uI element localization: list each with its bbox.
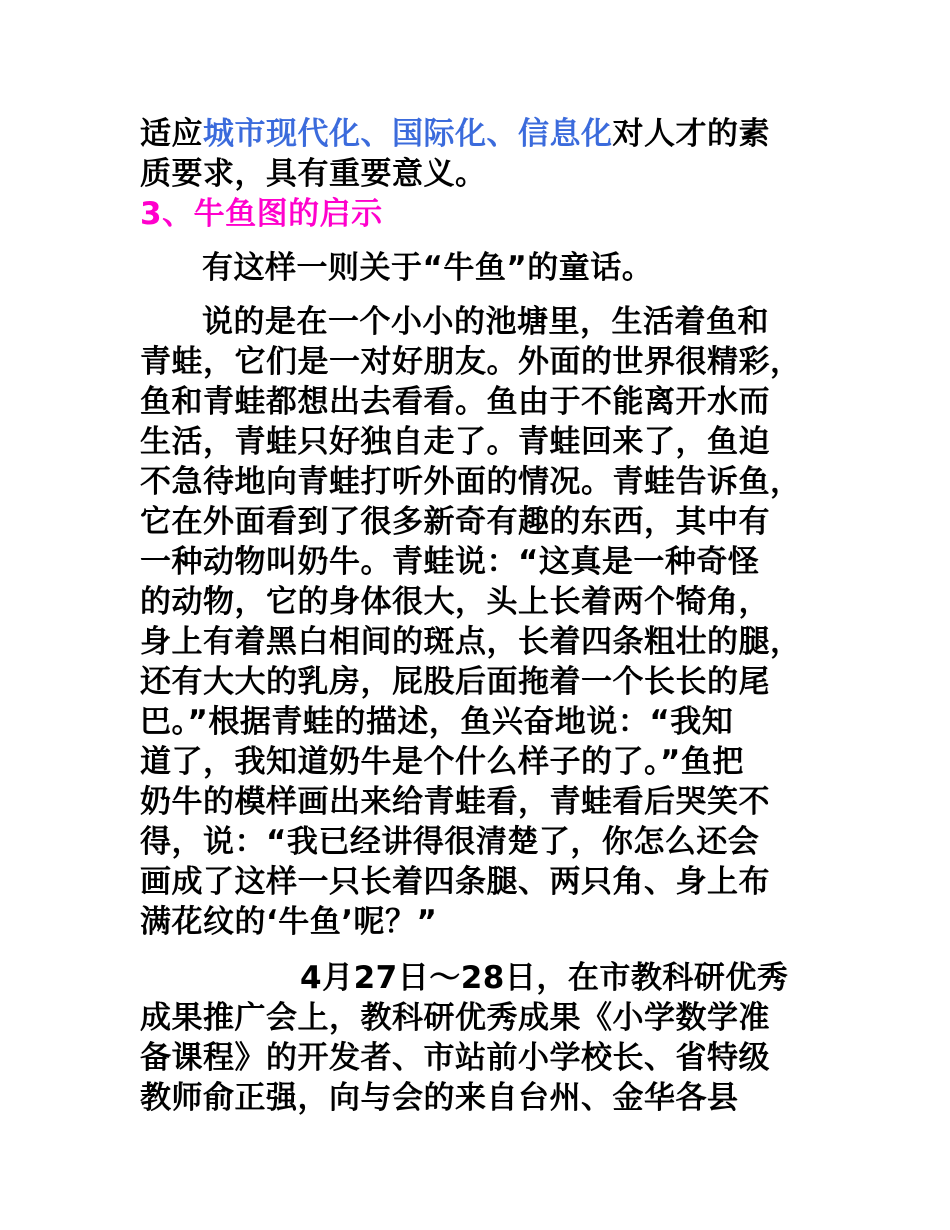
story-line: 得，说：“我已经讲得很清楚了，你怎么还会 — [140, 824, 760, 860]
story-line: 的动物，它的身体很大，头上长着两个犄角， — [140, 584, 770, 620]
story-line: 还有大大的乳房，屁股后面拖着一个长长的尾 — [140, 664, 770, 700]
story-line: 鱼和青蛙都想出去看看。鱼由于不能离开水而 — [140, 384, 770, 420]
story-line: 道了，我知道奶牛是个什么样子的了。”鱼把 — [140, 744, 744, 780]
story-line: 一种动物叫奶牛。青蛙说：“这真是一种奇怪 — [140, 544, 760, 580]
spacer — [140, 942, 816, 958]
intro-highlight-text: 城市现代化、国际化、信息化 — [203, 116, 613, 152]
section-heading: 3、牛鱼图的启示 — [140, 196, 383, 232]
story-line: 它在外面看到了很多新奇有趣的东西，其中有 — [140, 504, 770, 540]
story-line: 青蛙，它们是一对好朋友。外面的世界很精彩， — [140, 344, 802, 380]
story-line: 不急待地向青蛙打听外面的情况。青蛙告诉鱼， — [140, 464, 802, 500]
story-paragraph — [140, 302, 816, 942]
intro-text-post: 对人才的素 — [612, 116, 770, 152]
story-line: 身上有着黑白相间的斑点，长着四条粗壮的腿， — [140, 624, 802, 660]
intro-line-1 — [140, 114, 816, 154]
document-page — [140, 114, 816, 1118]
intro-paragraph — [140, 114, 816, 194]
fairy-tale-intro-paragraph — [140, 248, 816, 288]
story-line: 说的是在一个小小的池塘里，生活着鱼和 — [202, 304, 769, 340]
spacer — [140, 234, 816, 248]
intro-text-pre: 适应 — [140, 116, 203, 152]
news-line: 备课程》的开发者、市站前小学校长、省特级 — [140, 1040, 770, 1076]
news-paragraph — [140, 958, 816, 1118]
news-line: 4月27日～28日，在市教科研优秀 — [300, 960, 789, 996]
story-line: 奶牛的模样画出来给青蛙看，青蛙看后哭笑不 — [140, 784, 770, 820]
intro-line-2: 质要求，具有重要意义。 — [140, 156, 487, 192]
story-line: 画成了这样一只长着四条腿、两只角、身上布 — [140, 864, 770, 900]
spacer — [140, 288, 816, 302]
fairy-tale-intro-line: 有这样一则关于“牛鱼”的童话。 — [202, 250, 654, 286]
news-line: 教师俞正强，向与会的来自台州、金华各县 — [140, 1080, 739, 1116]
story-line: 生活，青蛙只好独自走了。青蛙回来了，鱼迫 — [140, 424, 770, 460]
story-line: 满花纹的‘牛鱼’呢？” — [140, 904, 438, 940]
story-line: 巴。”根据青蛙的描述，鱼兴奋地说：“我知 — [140, 704, 734, 740]
news-line: 成果推广会上，教科研优秀成果《小学数学准 — [140, 1000, 770, 1036]
